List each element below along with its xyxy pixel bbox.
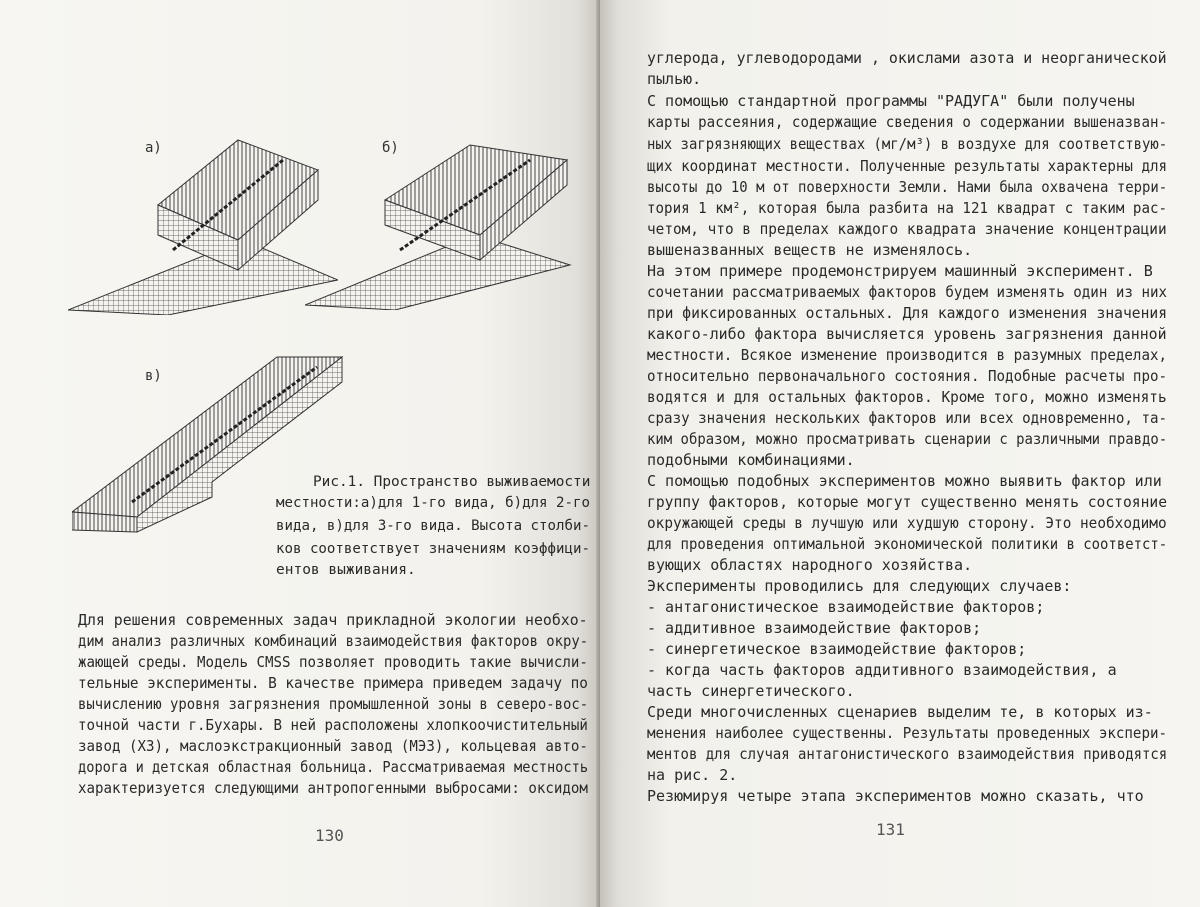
text-line: Среди многочисленных сценариев выделим те, в которых из-: [647, 703, 1153, 721]
text-line: пылью.: [647, 70, 702, 88]
text-line: менения наиболее существенны. Результаты проведенных экспери-: [647, 724, 1168, 742]
text-line: ким образом, можно просматривать сценарии с различными правдо-: [647, 430, 1168, 448]
caption-line: вида, в)для 3-го вида. Высота столби-: [276, 518, 590, 534]
text-line: вующих областях народного хозяйства.: [647, 556, 973, 574]
text-line: часть синергетического.: [647, 682, 855, 700]
figure-label-b: б): [382, 140, 399, 156]
text-line: вышеназванных веществ не изменялось.: [647, 241, 973, 259]
text-line: На этом примере продемонстрируем машинный эксперимент. В: [647, 262, 1153, 280]
text-line: Резюмируя четыре этапа экспериментов можно сказать, что: [647, 787, 1144, 805]
page-number-left: 130: [315, 826, 344, 845]
text-line: для проведения оптимальной экономической политики в соответст-: [647, 535, 1168, 553]
right-page: [600, 0, 1200, 907]
text-line: относительно первоначального состояния. Подобные расчеты про-: [647, 367, 1168, 385]
text-line: точной части г.Бухары. В ней расположены хлопкоочистительный: [78, 716, 588, 734]
figure-a-surface-plot: [68, 130, 338, 315]
text-line: углерода, углеводородами , окислами азота и неорганической: [647, 49, 1167, 67]
text-line: - антагонистическое взаимодействие факторов;: [647, 598, 1045, 616]
text-line: С помощью подобных экспериментов можно выявить фактор или: [647, 472, 1162, 490]
figure-b-surface-plot: [305, 140, 575, 310]
text-line: дорога и детская областная больница. Рассматриваемая местность: [78, 758, 589, 776]
text-line: ных загрязняющих веществах (мг/м³) в воздухе для соответствую-: [647, 135, 1168, 153]
text-line: на рис. 2.: [647, 766, 738, 784]
text-line: дим анализ различных комбинаций взаимодействия факторов окру-: [78, 632, 589, 650]
text-line: характеризуется следующими антропогенными выбросами: оксидом: [78, 779, 588, 797]
figure-label-a: а): [145, 140, 162, 156]
text-line: водятся и для остальных факторов. Кроме того, можно изменять: [647, 388, 1167, 406]
caption-line: ентов выживания.: [276, 562, 416, 578]
text-line: подобными комбинациями.: [647, 451, 855, 469]
text-line: ментов для случая антагонистического взаимодействия приводятся: [647, 745, 1168, 763]
text-line: сочетании рассматриваемых факторов будем изменять один из них: [647, 283, 1168, 301]
text-line: Для решения современных задач прикладной экологии необхо-: [78, 611, 588, 629]
caption-line: ков соответствует значениям коэффици-: [276, 541, 590, 557]
text-line: тория 1 км², которая была разбита на 121 квадрат с таким рас-: [647, 199, 1168, 217]
text-line: С помощью стандартной программы "РАДУГА" были получены: [647, 92, 1135, 110]
text-line: жающей среды. Модель СМSS позволяет проводить такие вычисли-: [78, 653, 588, 671]
text-line: какого-либо фактора вычисляется уровень загрязнения данной: [647, 325, 1167, 343]
figure-label-c: в): [145, 368, 162, 384]
text-line: завод (ХЗ), маслоэкстракционный завод (МЭЗ), кольцевая авто-: [78, 737, 588, 755]
page-number-right: 131: [876, 820, 905, 839]
text-line: Эксперименты проводились для следующих случаев:: [647, 577, 1072, 595]
text-line: сразу значения нескольких факторов или всех одновременно, та-: [647, 409, 1168, 427]
text-line: четом, что в пределах каждого квадрата значение концентрации: [647, 220, 1167, 238]
text-line: местности. Всякое изменение производится в разумных пределах,: [647, 346, 1168, 364]
text-line: при фиксированных остальных. Для каждого изменения значения: [647, 304, 1168, 322]
text-line: тельные эксперименты. В качестве примера приведем задачу по: [78, 674, 588, 692]
text-line: вычислению уровня загрязнения промышленной зоны в северо-вос-: [78, 695, 589, 713]
text-line: окружающей среды в лучшую или худшую сторону. Это необходимо: [647, 514, 1167, 532]
text-line: щих координат местности. Полученные результаты характерны для: [647, 157, 1168, 175]
text-line: группу факторов, которые могут существенно менять состояние: [647, 493, 1168, 511]
text-line: - когда часть факторов аддитивного взаимодействия, а: [647, 661, 1117, 679]
caption-line: Рис.1. Пространство выживаемости: [313, 474, 591, 490]
caption-line: местности:а)для 1-го вида, б)для 2-го: [276, 495, 590, 511]
text-line: - синергетическое взаимодействие факторов;: [647, 640, 1027, 658]
text-line: - аддитивное взаимодействие факторов;: [647, 619, 982, 637]
text-line: карты рассеяния, содержащие сведения о содержании вышеназван-: [647, 113, 1168, 131]
text-line: высоты до 10 м от поверхности Земли. Нами была охвачена терри-: [647, 178, 1168, 196]
